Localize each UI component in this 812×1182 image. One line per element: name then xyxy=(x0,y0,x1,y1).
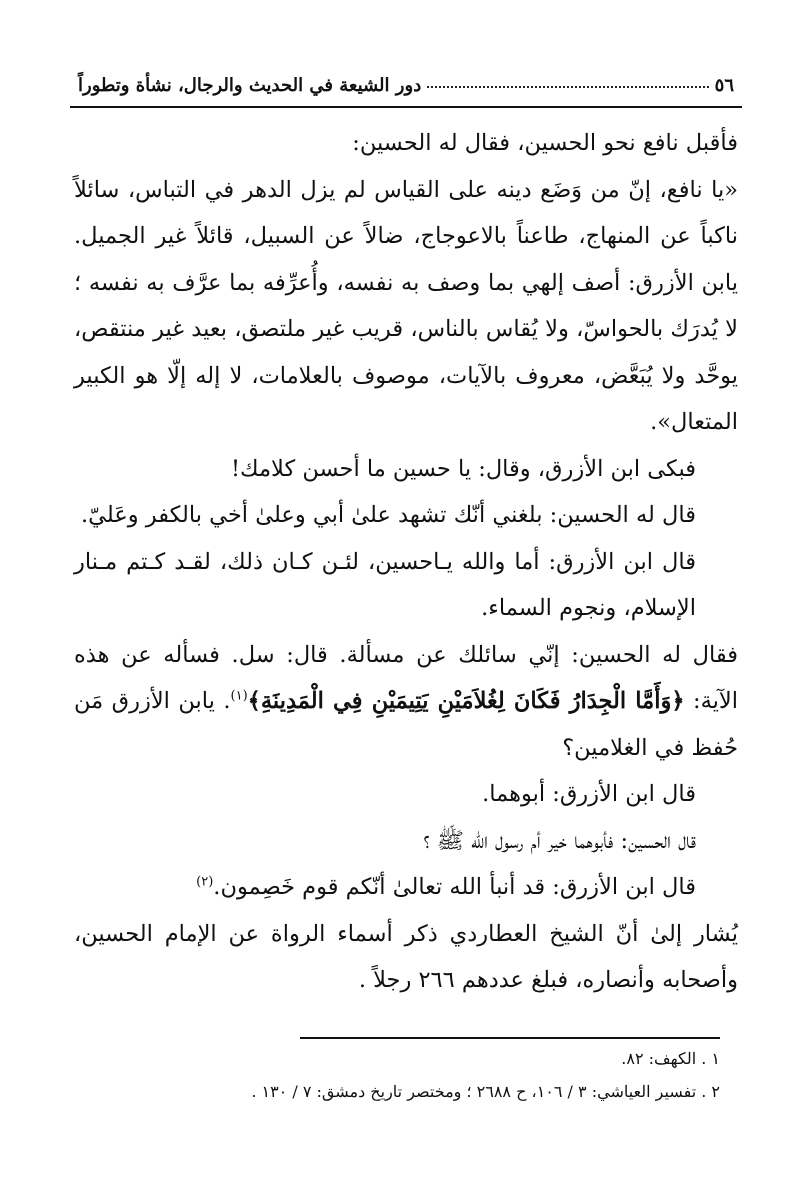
page-header xyxy=(78,56,734,96)
body-text xyxy=(74,120,738,1004)
page-number: ٥٦ xyxy=(714,75,734,96)
paragraph-8: قال الحسين: فأبوهما خير أم رسول الله ﷺ ؟ xyxy=(423,827,696,854)
paragraph-6 xyxy=(74,632,738,772)
paragraph-9-text: قال ابن الأزرق: قد أنبأ الله تعالىٰ أنّكم قوم خَصِمون. xyxy=(213,874,696,900)
paragraph-6-text: فقال له الحسين: إنّي سائلك عن مسألة. قال: سل. فسأله عن هذه الآية: xyxy=(74,641,738,714)
paragraph-3: فبكى ابن الأزرق، وقال: يا حسين ما أحسن كلامك! xyxy=(231,455,696,482)
footnote-1: ١ . الكهف: ٨٢. xyxy=(621,1049,720,1068)
paragraph-10: يُشار إلىٰ أنّ الشيخ العطاردي ذكر أسماء الرواة عن الإمام الحسين، وأصحابه وأنصاره، فبلغ عددهم ٢٦٦ رجلاً . xyxy=(74,920,738,993)
running-title: دور الشيعة في الحديث والرجال، نشأة وتطوراً xyxy=(78,75,422,96)
paragraph-9 xyxy=(74,864,738,911)
paragraph-2: «يا نافع، إنّ من وَضَع دينه على القياس لم يزل الدهر في التباس، سائلاً ناكباً عن المنهاج، طاعناً بالاعوجاج، ضالاً عن السبيل، قائلاً غير الجميل. يابن الأزرق: أصف إلهي بما وصف به نفسه، وأُعرِّفه بما عرَّف به نفسه ؛ لا يُدرَك بالحواسّ، ولا يُقاس بالناس، قريب غير ملتصق، بعيد غير منتقص، يوحَّد ولا يُبَعَّض، معروف بالآيات، موصوف بالعلامات، لا إله إلّا هو الكبير المتعال». xyxy=(74,176,738,435)
paragraph-6-text-end: . يابن الأزرق مَن حُفظ في الغلامين؟ xyxy=(74,688,738,761)
header-leader-dots xyxy=(427,86,708,88)
footnote-2: ٢ . تفسير العياشي: ٣ / ١٠٦، ح ٢٦٨٨ ؛ ومختصر تاريخ دمشق: ٧ / ١٣٠ . xyxy=(251,1082,720,1101)
paragraph-5: قال ابن الأزرق: أما والله يـاحسين، لئـن كـان ذلك، لقـد كـتم مـنار الإسلام، ونجوم السماء. xyxy=(74,548,696,621)
footnote-rule xyxy=(300,1037,720,1039)
footnote-ref-1: (١) xyxy=(230,688,248,704)
header-rule xyxy=(70,106,742,108)
paragraph-7: قال ابن الأزرق: أبوهما. xyxy=(482,781,696,807)
quran-verse: ﴿وَأَمَّا الْجِدَارُ فَكَانَ لِغُلاَمَيْنِ يَتِيمَيْنِ فِي الْمَدِينَةِ﴾ xyxy=(247,688,685,714)
paragraph-4: قال له الحسين: بلغني أنّك تشهد علىٰ أبي وعلىٰ أخي بالكفر وعَليّ. xyxy=(81,502,696,528)
footnote-ref-2: (٢) xyxy=(196,874,214,890)
paragraph-1: فأقبل نافع نحو الحسين، فقال له الحسين: xyxy=(352,130,738,156)
footnotes xyxy=(80,1042,720,1108)
